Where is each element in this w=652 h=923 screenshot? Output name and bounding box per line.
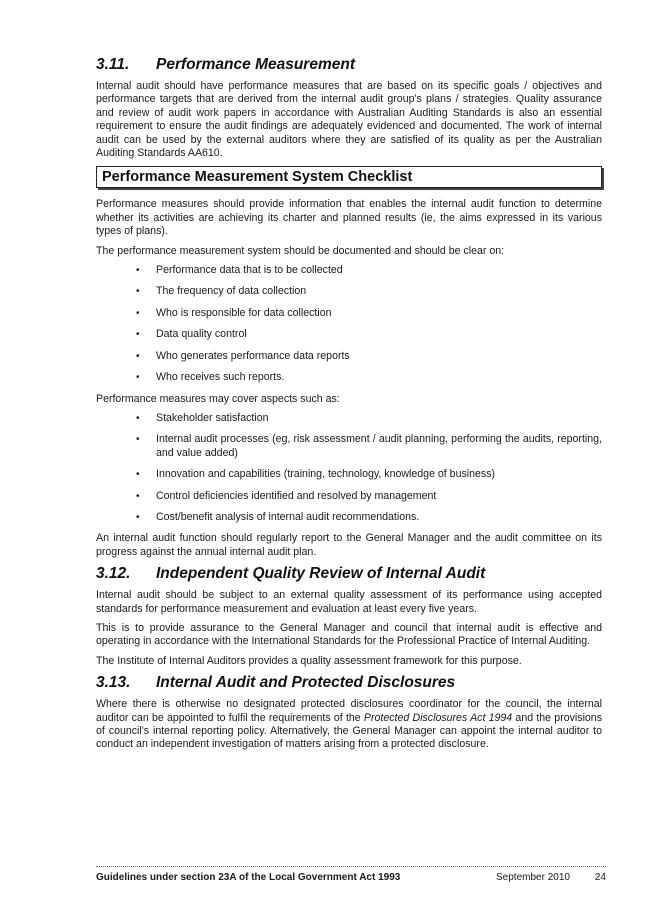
checklist-system-paragraph: The performance measurement system should be documented and should be clear on: [96,244,505,257]
list-item [96,371,602,384]
list-item-text: Cost/benefit analysis of internal audit recommendations. [156,510,420,523]
bullet-icon: • [136,372,140,384]
paragraph-text-end: and the provisions of council's internal reporting policy. Alternatively, the General Manager can appoint the internal auditor to conduct an independent investigation of matters arising from a protected disclosure. [96,711,602,751]
section-3-11-paragraph: Internal audit should have performance measures that are based on its specific goals / objectives and performance targets that are derived from the internal audit group's plans / strategies. Quality assurance and review of audit work papers in accordance with Australian Auditing Standards is also an essential requirement to ensure the audit findings are adequately evidenced and documented. The work of internal audit can be used by the external auditors where they are satisfied of its quality as per the Australian Auditing Standards AA610. [96,80,602,160]
list-item-text: Who generates performance data reports [156,349,350,362]
list-item-text: Control deficiencies identified and resolved by management [156,489,437,502]
bullet-icon: • [136,490,140,502]
list-item-text: Innovation and capabilities (training, technology, knowledge of business) [156,468,496,481]
list-item [96,350,602,363]
bullet-icon: • [136,307,140,319]
section-3-12-heading [96,565,602,583]
checklist-heading: Performance Measurement System Checklist [96,166,602,188]
list-item-text: Internal audit processes (eg, risk assessment / audit planning, performing the audits, reporting, and value added) [156,433,602,459]
list-item [96,264,602,277]
list-item [96,328,602,341]
page-footer [96,866,606,883]
section-3-12-paragraph-3: The Institute of Internal Auditors provides a quality assessment framework for this purpose. [96,654,522,667]
bullet-icon: • [136,350,140,362]
checklist-reporting-paragraph: An internal audit function should regularly report to the General Manager and the audit committee on its progress against the annual internal audit plan. [96,532,602,558]
section-number: 3.13. [96,674,131,692]
list-item [96,307,602,320]
section-number: 3.11. [96,56,130,73]
list-item [96,490,602,503]
section-3-13-paragraph [96,698,602,752]
page-number: 24 [594,872,606,883]
bullet-icon: • [136,286,140,298]
page-content [96,56,602,758]
bullet-icon: • [136,412,140,424]
bullet-icon: • [136,265,140,277]
list-item [96,511,602,524]
list-item-text: Performance data that is to be collected [156,264,343,277]
section-3-13-heading [96,674,602,692]
bullet-icon: • [136,511,140,523]
section-3-12-paragraph-1: Internal audit should be subject to an external quality assessment of its performance using accepted standards for performance measurement and evaluation at least every five years. [96,589,602,615]
section-title: Internal Audit and Protected Disclosures [156,674,456,692]
bullet-icon: • [136,329,140,341]
list-item [96,468,602,481]
act-title-italic: Protected Disclosures Act 1994 [363,711,513,724]
list-item-text: Stakeholder satisfaction [156,411,269,424]
measurement-system-list [96,264,602,384]
footer-date: September 2010 [496,872,570,883]
list-item-text: Who receives such reports. [156,371,285,384]
checklist-aspects-paragraph: Performance measures may cover aspects such as: [96,392,340,405]
paragraph-text-start: Where there is otherwise no designated protected disclosures coordinator for the council, the internal auditor can be appointed to fulfil the requirements of the [96,698,602,724]
section-number: 3.12. [96,565,131,583]
measure-aspects-list [96,412,602,524]
section-title: Performance Measurement [156,56,355,73]
checklist-intro-paragraph: Performance measures should provide information that enables the internal audit function to determine whether its activities are achieving its charter and planned results (ie, the aims expressed in its various types of plans). [96,198,602,238]
list-item [96,433,602,460]
list-item-text: Who is responsible for data collection [156,306,332,319]
bullet-icon: • [136,434,140,446]
list-item-text: The frequency of data collection [156,285,307,298]
section-title: Independent Quality Review of Internal Audit [156,565,486,583]
footer-title: Guidelines under section 23A of the Local Government Act 1993 [96,872,401,883]
list-item [96,285,602,298]
section-3-11-heading [96,56,602,74]
section-3-12-paragraph-2: This is to provide assurance to the General Manager and council that internal audit is effective and operating in accordance with the International Standards for the Professional Practice of Internal Auditing. [96,621,602,648]
list-item-text: Data quality control [156,328,247,341]
bullet-icon: • [136,469,140,481]
list-item [96,412,602,425]
